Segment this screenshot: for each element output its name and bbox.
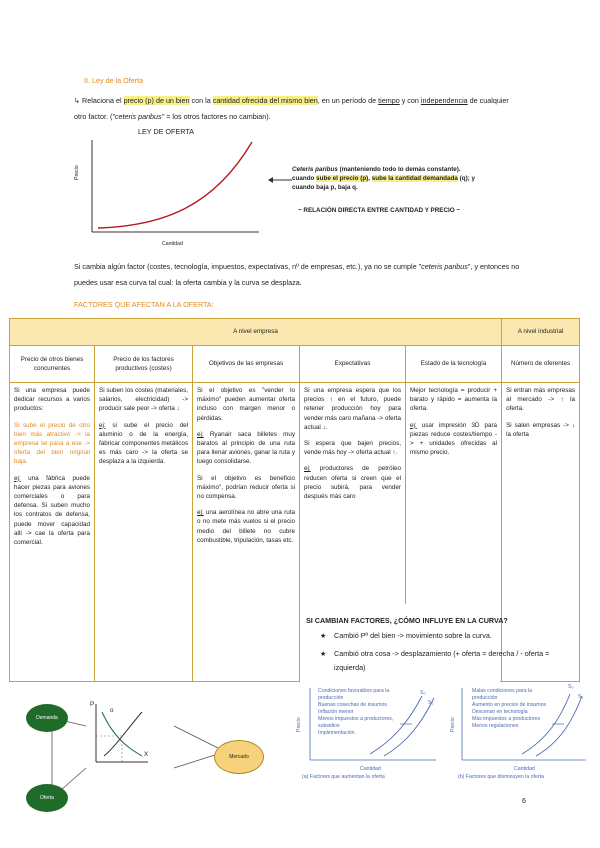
arrow-icon (268, 176, 292, 184)
change-paragraph: Si cambia algún factor (costes, tecnología, impuestos, expectativas, nº de empresas, etc.), ya no se cumple "ceteris paribus", y entonces no puedes usar esa curva tal cual: la oferta cambia y la curva se desplaza. (74, 262, 520, 287)
changes-box (306, 616, 586, 675)
cell-oferentes: Si entran más empresas al mercado -> ↑ la oferta. Si salen empresas -> ↓ la oferta (502, 383, 580, 682)
market-node: Mercado (214, 740, 264, 774)
col-header: Precio de otros bienes concurrentes (10, 346, 95, 383)
mini-left-s0: S₀ (420, 690, 426, 696)
cell-otros-bienes: Si una empresa puede dedicar recursos a varios productos: Si sube el precio de otro bien más atractivo -> la empresa se pasa a ese -> oferta del bien original baja. ej: una fábrica puede hacer piezas para aviones comerciales o para defensa. Si suben mucho los contratos de defensa, puede mover capacidad allí -> cae la oferta para comercial. (10, 383, 95, 682)
connector-line (174, 754, 218, 768)
changes-title: SI CAMBIAN FACTORES, ¿CÓMO INFLUYE EN LA CURVA? (306, 616, 508, 625)
changes-bullet: ★ Cambió otra cosa -> desplazamiento (+ oferta = derecha / - oferta = izquierda) (320, 647, 586, 675)
supply-law-graph (74, 136, 264, 248)
relation-text: ~ RELACIÓN DIRECTA ENTRE CANTIDAD Y PRECIO ~ (298, 207, 461, 214)
page-number: 6 (522, 796, 526, 805)
supply-node: Oferta (26, 784, 68, 812)
mini-right-caption: (b) Factores que disminuyen la oferta (458, 774, 544, 780)
mini-right-labels: Malas condiciones para la producción Aumento en precios de insumos Descenso en tecnología Más impuestos a productores Menos regulaciones (472, 688, 547, 729)
star-icon: ★ (320, 631, 327, 640)
mini-left-xlabel: Cantidad (360, 766, 381, 772)
mini-left-labels: Condiciones favorables para la producción Buenas cosechas de insumos Inflación menor Menos impuestos a productores, subsidios Implementación (318, 688, 394, 736)
col-header: Número de oferentes (502, 346, 580, 383)
ceteris-note: Ceteris paribus (manteniendo todo lo demás constante). cuando sube el precio (p), sube la cantidad demandada (q); y cuando baja p, baja q. (292, 166, 476, 192)
supply-curve (98, 142, 252, 228)
mini-left-ylabel: Precio (296, 717, 302, 732)
o-label: o (110, 707, 114, 714)
mini-right-s1: S₁ (578, 694, 584, 700)
inner-supply-curve (104, 712, 142, 756)
factors-heading: FACTORES QUE AFECTAN A LA OFERTA: (74, 300, 214, 309)
mini-left-caption: (a) Factores que aumentan la oferta (302, 774, 385, 780)
mini-right-ylabel: Precio (450, 717, 456, 732)
col-header: Precio de los factores productivos (costes) (95, 346, 193, 383)
cell-objetivos: Si el objetivo es "vender lo máximo" pueden aumentar oferta incluso con margen menor o pérdidas. ej: Ryanair saca billetes muy baratos al principio de una ruta para llenar aviones, ganar la ruta y luego consolidarse. Si el objetivo es beneficio máximo", podrían reducir oferta si no compensa. ej: una aerolínea no abre una ruta o no mete más vuelos si el precio medio del billete no cubre combustible, tripulación, tasas etc. (193, 383, 300, 682)
cell-expectativas: Si una empresa espera que los precios ↑ en el futuro, puede retener producción hoy para vender más caro mañana -> oferta actual ↓. Si espera que bajen precios, vende más hoy -> oferta actual ↑. ej: productores de petróleo reducen oferta si creen que el precio subirá, para vender después más caro (300, 383, 406, 682)
intro-paragraph: ↳ Relaciona el precio (p) de un bien con la cantidad ofrecida del mismo bien, en un período de tiempo y con independencia de cualquier otro factor. ("ceteris paribus" = los otros factores no cambian). (74, 96, 509, 121)
mini-left-s1: S₁ (428, 700, 434, 706)
group-header-empresa: A nivel empresa (10, 319, 502, 346)
graph-ylabel: Precio (74, 165, 80, 180)
cell-tecnologia: Mejor tecnología = producir + barato y rápido = aumenta la oferta. ej: usar impresión 3D para piezas reduce costes/tiempo -> + unidades ofrecidas al mismo precio. (406, 383, 502, 682)
mini-right-s0: S₀ (568, 684, 574, 690)
mini-right-xlabel: Cantidad (514, 766, 535, 772)
connector-line (174, 726, 218, 748)
cell-costes: Si suben los costes (materiales, salarios, electricidad) -> producir sale peor -> oferta ↓ ej: si sube el precio del aluminio o de la energía, fabricar componentes metálicos es más caro -> la oferta se desplaza a la izquierda. (95, 383, 193, 682)
graph-xlabel: Cantidad (162, 241, 183, 247)
x-label: X (144, 751, 149, 758)
graph-title: LEY DE OFERTA (138, 127, 194, 136)
star-icon: ★ (320, 649, 327, 658)
p-label: P (90, 701, 95, 708)
section-heading: II. Ley de la Oferta (84, 76, 144, 85)
col-header: Estado de la tecnología (406, 346, 502, 383)
demand-node: Demanda (26, 704, 68, 732)
changes-bullet: ★ Cambió Pº del bien -> movimiento sobre la curva. (320, 631, 492, 640)
col-header: Expectativas (300, 346, 406, 383)
col-header: Objetivos de las empresas (193, 346, 300, 383)
group-header-industrial: A nivel industrial (502, 319, 580, 346)
